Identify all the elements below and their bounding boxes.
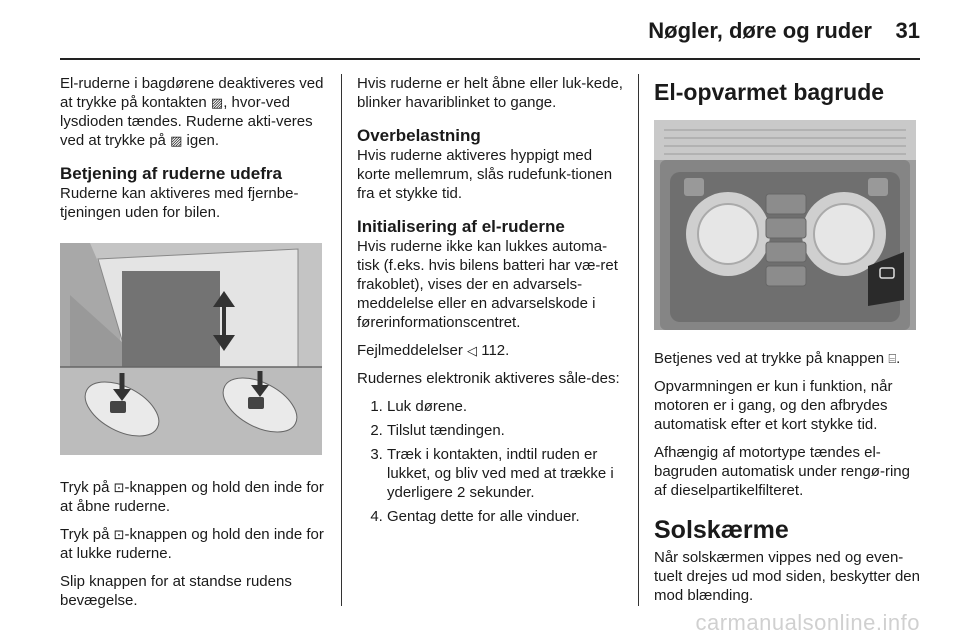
heading-overload: Overbelastning (357, 126, 481, 145)
paragraph-dpf: Afhængig af motortype tændes el-bagruden automatisk under rengø-ring af dieselpartikelfilteret. (654, 444, 910, 499)
paragraph-press-button: Betjenes ved at trykke på knappen ⌸. (654, 350, 901, 367)
paragraph-initialisation: Hvis ruderne ikke kan lukkes automa-tisk (f.eks. hvis bilens batteri har væ-ret frakoblet), vises der en advarsels-meddelelse eller en advarselskode i førerinformationscentret. (357, 238, 618, 331)
page-number: 31 (895, 18, 920, 43)
column-1 (60, 74, 326, 619)
paragraph-engine: Opvarmningen er kun i funktion, når motoren er i gang, og den afbrydes automatisk efter et kort stykke tid. (654, 378, 893, 433)
paragraph-lock-switch: El-ruderne i bagdørene deaktiveres ved at trykke på kontakten ▨, hvor-ved lysdioden tændes. Ruderne akti-veres ved at trykke på ▨ igen. (60, 75, 324, 149)
list-item: 4. Gentag dette for alle vinduer. (387, 507, 625, 526)
window-lock-icon: ▨ (210, 95, 224, 110)
paragraph-fault-messages: Fejlmeddelelser ◁ 112. (357, 342, 510, 359)
climate-control-panel-illustration (654, 120, 916, 330)
heading-remote-operation: Betjening af ruderne udefra (60, 164, 282, 183)
page-reference-arrow-icon: ◁ (467, 343, 478, 358)
column-2 (357, 74, 625, 535)
paragraph-steps-intro: Rudernes elektronik aktiveres såle-des: (357, 370, 620, 387)
remote-key-illustration (60, 243, 322, 455)
list-item: 2. Tilslut tændingen. (387, 421, 625, 440)
column-divider-1 (341, 74, 342, 606)
header-divider (60, 58, 920, 60)
paragraph-visor: Når solskærmen vippes ned og even-tuelt drejes ud mod siden, beskytter den mod blænding. (654, 549, 920, 604)
paragraph-hazard: Hvis ruderne er helt åbne eller luk-kede, blinker havariblinket to gange. (357, 75, 623, 111)
heading-heated-rear-window: El-opvarmet bagrude (654, 79, 885, 105)
paragraph-remote: Ruderne kan aktiveres med fjernbe-tjeningen uden for bilen. (60, 185, 299, 221)
heading-initialisation: Initialisering af el-ruderne (357, 217, 565, 236)
steps-list (357, 397, 625, 526)
lock-key-icon: ⊡ (113, 527, 125, 542)
unlock-key-icon: ⊡ (113, 480, 125, 495)
paragraph-release: Slip knappen for at standse rudens bevægelse. (60, 573, 292, 609)
page-header (0, 0, 960, 62)
window-lock-icon: ▨ (170, 133, 183, 148)
rear-window-heating-icon: ⌸ (888, 351, 897, 366)
column-divider-2 (638, 74, 639, 606)
paragraph-close: Tryk på ⊡-knappen og hold den inde for at lukke ruderne. (60, 526, 324, 562)
chapter-title: Nøgler, døre og ruder (648, 18, 872, 43)
paragraph-overload: Hvis ruderne aktiveres hyppigt med korte mellemrum, slås rudefunk-tionen fra et stykke tid. (357, 147, 613, 202)
watermark: carmanualsonline.info (695, 610, 920, 635)
list-item: 1. Luk dørene. (387, 397, 625, 416)
column-3 (654, 74, 922, 614)
list-item: 3. Træk i kontakten, indtil ruden er lukket, og bliv ved med at trække i yderligere 2 sekunder. (387, 445, 625, 502)
heading-sun-visors: Solskærme (654, 516, 789, 544)
paragraph-open: Tryk på ⊡-knappen og hold den inde for at åbne ruderne. (60, 479, 324, 515)
